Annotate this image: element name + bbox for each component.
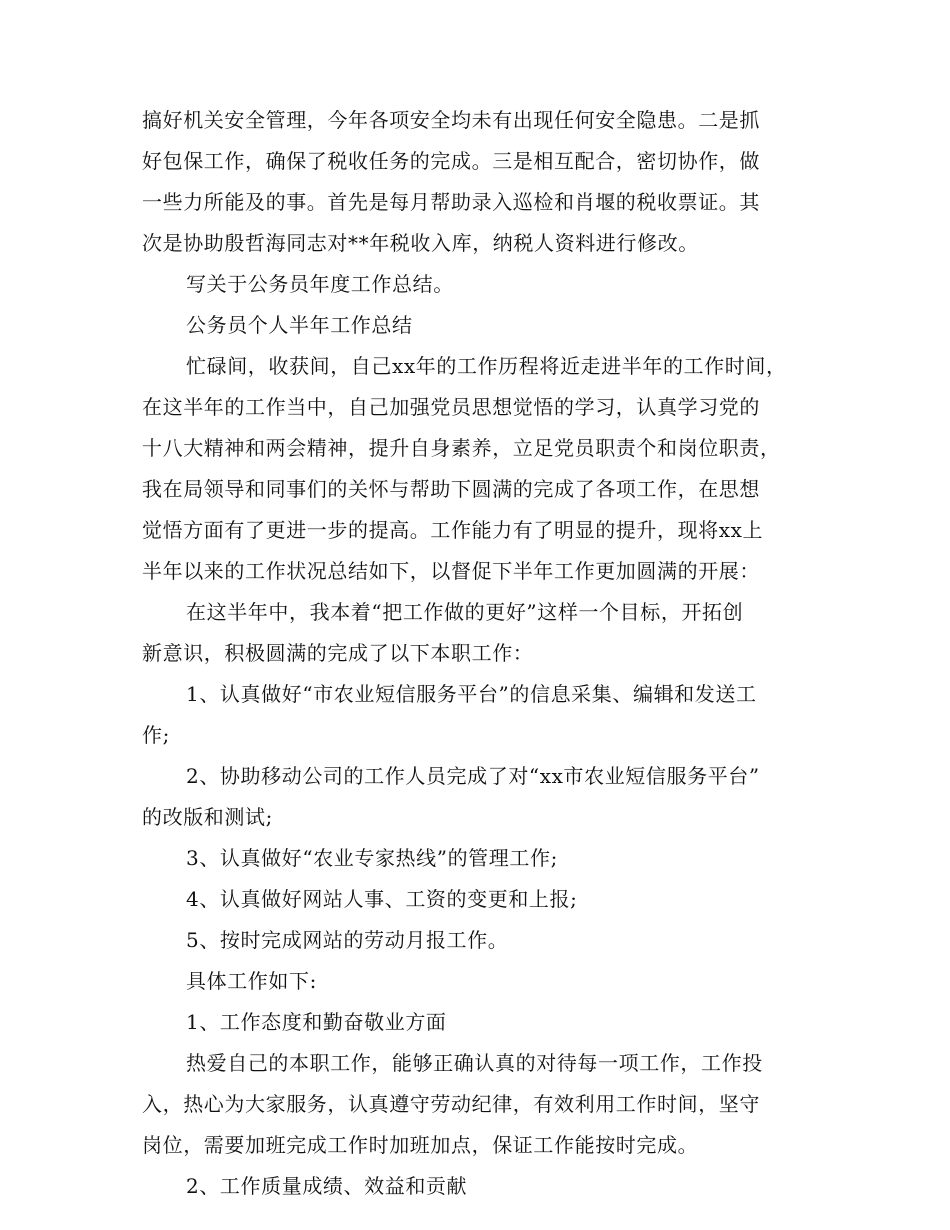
list-item-4: 4、认真做好网站人事、工资的变更和上报; xyxy=(186,887,578,911)
list-item-1: 1、认真做好“市农业短信服务平台”的信息采集、编辑和发送工 xyxy=(186,682,757,706)
body-line-10: 我在局领导和同事们的关怀与帮助下圆满的完成了各项工作，在思想 xyxy=(142,477,760,501)
body-line-1: 搞好机关安全管理，今年各项安全均未有出现任何安全隐患。二是抓 xyxy=(142,108,760,132)
subheading-attitude: 1、工作态度和勤奋敬业方面 xyxy=(186,1010,447,1034)
body-line-9: 十八大精神和两会精神，提升自身素养，立足党员职责个和岗位职责， xyxy=(142,436,781,460)
subheading-details: 具体工作如下: xyxy=(186,969,317,993)
body-line-13: 在这半年中，我本着“把工作做的更好”这样一个目标，开拓创 xyxy=(186,600,744,624)
body-line-12: 半年以来的工作状况总结如下，以督促下半年工作更加圆满的开展： xyxy=(142,559,760,583)
body-line-14: 新意识，积极圆满的完成了以下本职工作： xyxy=(142,641,534,665)
body-line-24: 热爱自己的本职工作，能够正确认真的对待每一项工作，工作投 xyxy=(186,1051,763,1075)
body-line-3: 一些力所能及的事。首先是每月帮助录入巡检和肖堰的税收票证。其 xyxy=(142,190,760,214)
body-line-25: 入，热心为大家服务，认真遵守劳动纪律，有效利用工作时间，坚守 xyxy=(142,1092,760,1116)
section-heading: 公务员个人半年工作总结 xyxy=(186,313,413,337)
list-item-3: 3、认真做好“农业专家热线”的管理工作; xyxy=(186,846,558,870)
body-line-26: 岗位，需要加班完成工作时加班加点，保证工作能按时完成。 xyxy=(142,1133,699,1157)
subheading-quality: 2、工作质量成绩、效益和贡献 xyxy=(186,1174,468,1198)
list-item-5: 5、按时完成网站的劳动月报工作。 xyxy=(186,928,509,952)
body-line-2: 好包保工作，确保了税收任务的完成。三是相互配合，密切协作，做 xyxy=(142,149,760,173)
list-item-1-cont: 作; xyxy=(142,723,170,747)
body-line-11: 觉悟方面有了更进一步的提高。工作能力有了明显的提升，现将xx上 xyxy=(142,518,764,542)
body-line-8: 在这半年的工作当中，自己加强党员思想觉悟的学习，认真学习党的 xyxy=(142,395,760,419)
list-item-2: 2、协助移动公司的工作人员完成了对“xx市农业短信服务平台” xyxy=(186,764,760,788)
body-line-4: 次是协助殷哲海同志对**年税收入库，纳税人资料进行修改。 xyxy=(142,231,699,255)
body-line-7: 忙碌间，收获间，自己xx年的工作历程将近走进半年的工作时间， xyxy=(186,354,787,378)
list-item-2-cont: 的改版和测试; xyxy=(142,805,273,829)
body-line-5: 写关于公务员年度工作总结。 xyxy=(186,272,454,296)
